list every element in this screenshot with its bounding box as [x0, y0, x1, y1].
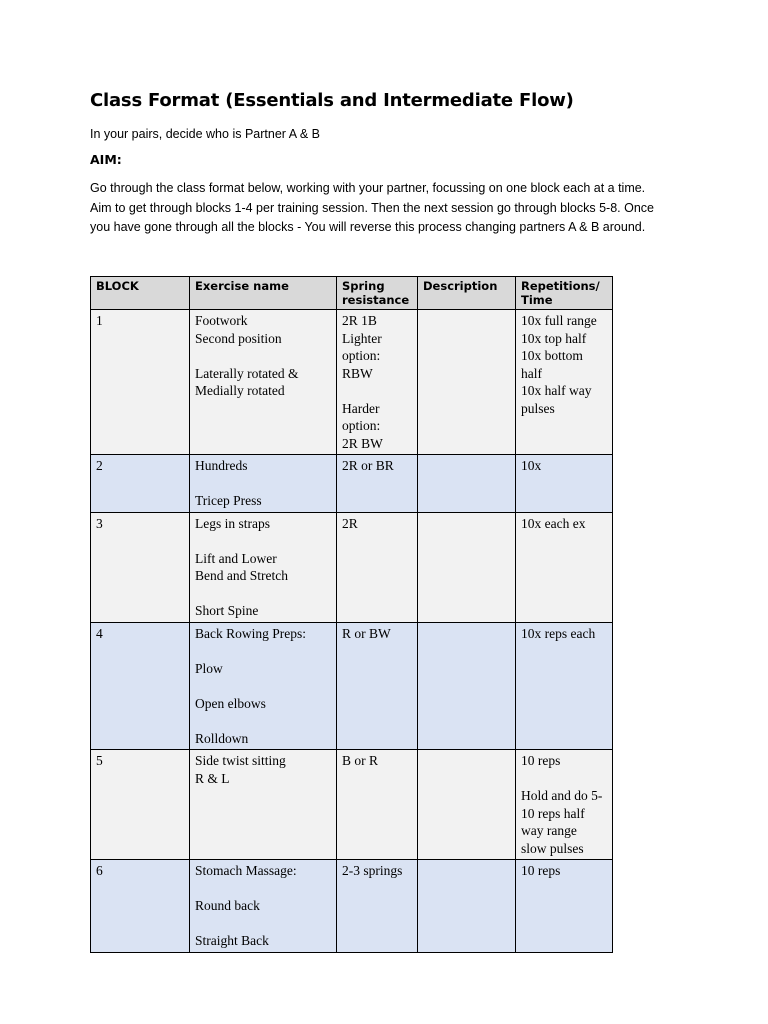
cell-description	[418, 622, 516, 750]
cell-reps-line: 10x reps each	[521, 625, 596, 641]
cell-spring-line: option:	[342, 348, 381, 363]
cell-exercise-line	[195, 585, 331, 603]
cell-block: 1	[91, 310, 190, 455]
cell-description	[418, 750, 516, 860]
cell-reps-line: 10x half way	[521, 383, 592, 398]
cell-exercise	[190, 455, 337, 513]
table-header-row	[91, 277, 613, 310]
cell-exercise	[190, 310, 337, 455]
cell-block: 2	[91, 455, 190, 513]
cell-spring-line: option:	[342, 418, 381, 433]
cell-exercise-line: Rolldown	[195, 730, 249, 746]
cell-reps	[516, 310, 613, 455]
header-description: Description	[418, 277, 516, 310]
table-row	[91, 455, 613, 513]
cell-reps-line	[521, 770, 607, 788]
cell-reps	[516, 750, 613, 860]
cell-exercise-line	[195, 532, 331, 550]
cell-spring-line: B or R	[342, 753, 379, 768]
cell-exercise-line: Tricep Press	[195, 493, 262, 508]
table-row	[91, 622, 613, 750]
cell-exercise	[190, 860, 337, 953]
aim-label: AIM:	[90, 152, 122, 167]
table-row	[91, 512, 613, 622]
cell-spring	[337, 750, 418, 860]
cell-exercise-line	[195, 475, 331, 493]
cell-spring-line: Harder	[342, 400, 380, 416]
instructions-paragraph	[90, 179, 690, 238]
cell-block: 5	[91, 750, 190, 860]
cell-reps-line: pulses	[521, 400, 555, 416]
table-row	[91, 860, 613, 953]
cell-reps-line: Hold and do 5-	[521, 788, 603, 803]
cell-exercise-line: Back Rowing Preps:	[195, 625, 306, 641]
cell-spring	[337, 860, 418, 953]
cell-exercise-line: Round back	[195, 898, 260, 913]
instructions-line: Go through the class format below, working with your partner, focussing on one block each at a time.	[90, 181, 646, 195]
cell-description	[418, 310, 516, 455]
cell-reps	[516, 512, 613, 622]
cell-exercise-line: Bend and Stretch	[195, 568, 288, 583]
cell-reps	[516, 622, 613, 750]
cell-exercise-line: Straight Back	[195, 933, 269, 948]
cell-exercise-line: Legs in straps	[195, 515, 270, 531]
cell-reps-line: way range	[521, 823, 577, 838]
instructions-line: you have gone through all the blocks - You will reverse this process changing partners A & B around.	[90, 220, 646, 234]
cell-spring-line: 2R	[342, 515, 358, 531]
table-row	[91, 750, 613, 860]
cell-reps-line: 10x full range	[521, 313, 597, 328]
cell-exercise-line	[195, 677, 331, 695]
cell-exercise	[190, 622, 337, 750]
cell-spring-line: 2-3 springs	[342, 863, 403, 878]
cell-block: 4	[91, 622, 190, 750]
cell-exercise-line	[195, 347, 331, 365]
cell-spring	[337, 512, 418, 622]
cell-reps-line: 10 reps	[521, 863, 561, 878]
cell-exercise-line: Open elbows	[195, 695, 266, 711]
cell-exercise-line	[195, 642, 331, 660]
cell-exercise-line	[195, 712, 331, 730]
cell-exercise-line: Laterally rotated &	[195, 365, 299, 381]
cell-exercise-line	[195, 915, 331, 933]
cell-block: 3	[91, 512, 190, 622]
instructions-line: Aim to get through blocks 1-4 per training session. Then the next session go through blocks 5-8. Once	[90, 200, 654, 215]
cell-exercise-line: R & L	[195, 770, 230, 786]
cell-reps	[516, 860, 613, 953]
cell-spring-line: 2R or BR	[342, 458, 394, 473]
cell-spring	[337, 622, 418, 750]
cell-exercise-line: Hundreds	[195, 458, 248, 473]
table-body	[91, 310, 613, 953]
cell-description	[418, 860, 516, 953]
cell-exercise	[190, 750, 337, 860]
cell-exercise-line: Plow	[195, 660, 223, 676]
cell-description	[418, 455, 516, 513]
header-spring-resistance: Spring resistance	[337, 277, 418, 310]
cell-spring-line: RBW	[342, 365, 373, 381]
cell-reps-line: 10x top half	[521, 330, 587, 346]
cell-exercise-line: Stomach Massage:	[195, 863, 297, 878]
header-repetitions-time: Repetitions/ Time	[516, 277, 613, 310]
cell-exercise-line: Side twist sitting	[195, 753, 286, 768]
cell-spring-line: Lighter	[342, 330, 382, 346]
cell-spring-line: 2R 1B	[342, 313, 377, 328]
cell-reps-line: 10x each ex	[521, 515, 586, 531]
cell-reps-line: 10x	[521, 458, 542, 473]
cell-spring	[337, 310, 418, 455]
intro-text: In your pairs, decide who is Partner A & B	[90, 127, 320, 141]
page-title: Class Format (Essentials and Intermediate Flow)	[90, 90, 574, 111]
cell-block: 6	[91, 860, 190, 953]
cell-reps-line: slow pulses	[521, 840, 584, 856]
cell-reps-line: 10 reps	[521, 753, 561, 768]
table-row	[91, 310, 613, 455]
header-exercise-name: Exercise name	[190, 277, 337, 310]
cell-reps-line: 10 reps half	[521, 805, 585, 821]
cell-exercise-line: Lift and Lower	[195, 550, 277, 566]
cell-exercise	[190, 512, 337, 622]
cell-spring	[337, 455, 418, 513]
cell-spring-line	[342, 382, 412, 400]
cell-description	[418, 512, 516, 622]
cell-exercise-line: Medially rotated	[195, 383, 285, 398]
class-format-table	[90, 276, 613, 953]
cell-exercise-line: Footwork	[195, 313, 248, 328]
cell-exercise-line: Second position	[195, 330, 282, 346]
cell-exercise-line: Short Spine	[195, 603, 259, 618]
cell-reps	[516, 455, 613, 513]
cell-reps-line: half	[521, 365, 542, 381]
cell-exercise-line	[195, 880, 331, 898]
cell-spring-line: 2R BW	[342, 435, 383, 451]
cell-spring-line: R or BW	[342, 625, 391, 641]
header-block: BLOCK	[91, 277, 190, 310]
cell-reps-line: 10x bottom	[521, 348, 583, 363]
